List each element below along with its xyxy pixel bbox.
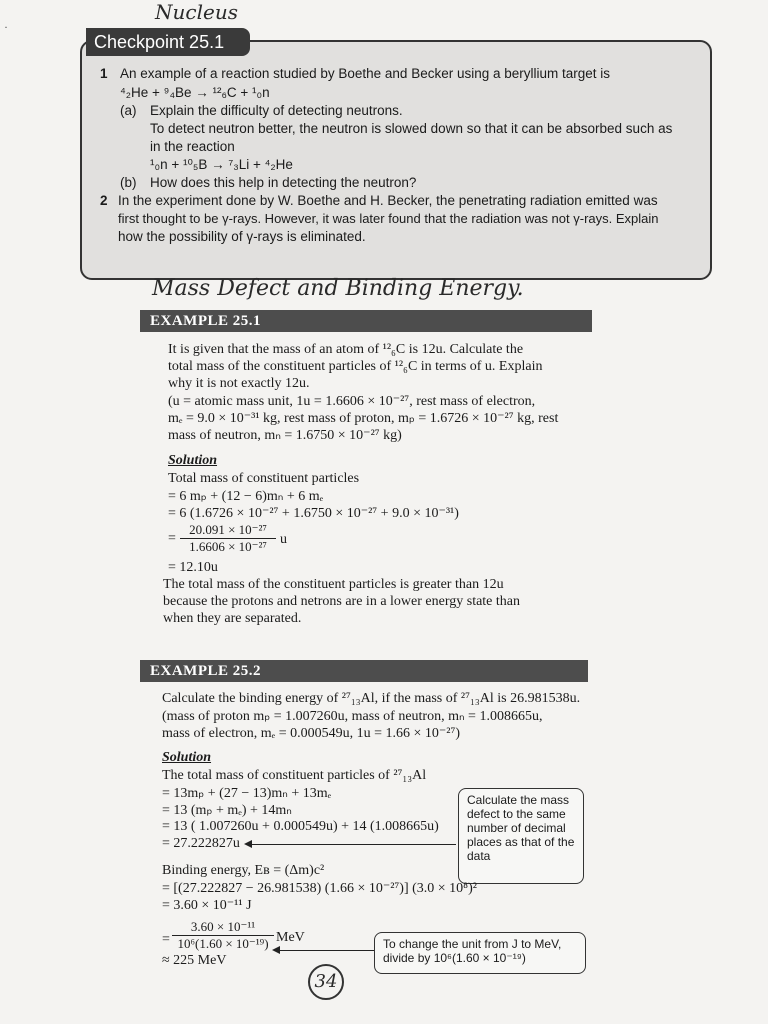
example-2-fraction [172,919,274,952]
question-2-line3: how the possibility of γ-rays is eliminated. [118,229,366,244]
example-2-binding-energy-line: = [(27.222827 − 26.981538) (1.66 × 10⁻²⁷)] (3.0 × 10⁸)² [162,881,477,896]
example-2-line: Calculate the binding energy of ²⁷₁₃Al, if the mass of ²⁷₁₃Al is 26.981538u. [162,691,581,706]
example-2-fraction-equals: = [162,932,170,947]
handwritten-title-nucleus: Nucleus [155,0,238,24]
example-1-conclusion: The total mass of the constituent particles is greater than 12u [163,577,504,592]
example-2-solution-line: The total mass of constituent particles of ²⁷₁₃Al [162,768,427,783]
example-2-line: (mass of proton mₚ = 1.007260u, mass of neutron, mₙ = 1.008665u, [162,709,543,724]
callout-mass-defect-note: Calculate the mass defect to the same number of decimal places as that of the data [458,788,584,884]
example-2-solution-line: = 13 (mₚ + mₑ) + 14mₙ [162,803,292,818]
example-1-line: mₑ = 9.0 × 10⁻³¹ kg, rest mass of proton, mₚ = 1.6726 × 10⁻²⁷ kg, rest [168,411,559,426]
question-1-detail-line1: To detect neutron better, the neutron is slowed down so that it can be absorbed such as [150,121,673,136]
question-2-line2: first thought to be γ-rays. However, it was later found that the radiation was not γ-rays. Explain [118,211,659,226]
example-1-fraction [180,522,276,555]
example-1-solution-line: = 6 (1.6726 × 10⁻²⁷ + 1.6750 × 10⁻²⁷ + 9.0 × 10⁻³¹) [168,506,459,521]
example-1-solution-label: Solution [168,453,218,468]
example-2-fraction-numerator: 3.60 × 10⁻¹¹ [172,919,274,936]
example-1-fraction-unit: u [280,532,287,547]
example-1-line: total mass of the constituent particles of ¹²₆C in terms of u. Explain [168,359,543,374]
example-1-line: mass of neutron, mₙ = 1.6750 × 10⁻²⁷ kg) [168,428,402,443]
example-1-conclusion: when they are separated. [163,611,302,626]
page-number: 34 [308,964,344,1000]
example-1-result: = 12.10u [168,560,218,575]
question-1-number: 1 [100,66,108,81]
example-1-fraction-equals: = [168,531,176,546]
example-2-result: ≈ 225 MeV [162,953,227,968]
question-1-reaction: ⁴₂He + ⁹₄Be → ¹²₆C + ¹₀n [120,85,270,100]
example-2-solution-line: = 27.222827u [162,836,240,851]
example-2-binding-energy-line: = 3.60 × 10⁻¹¹ J [162,898,252,913]
example-1-conclusion: because the protons and netrons are in a lower energy state than [163,594,520,609]
example-25-1-title-bar: EXAMPLE 25.1 [140,310,592,332]
example-25-2-title-bar: EXAMPLE 25.2 [140,660,588,682]
example-1-line: why it is not exactly 12u. [168,376,310,391]
callout-1-arrow-head [244,840,252,848]
question-2-line1: In the experiment done by W. Boethe and H. Becker, the penetrating radiation emitted was [118,193,658,208]
question-1-text: An example of a reaction studied by Boethe and Becker using a beryllium target is [120,66,611,81]
example-2-solution-line: = 13 ( 1.007260u + 0.000549u) + 14 (1.008665u) [162,819,439,834]
example-2-solution-label: Solution [162,750,212,765]
example-2-line: mass of electron, mₑ = 0.000549u, 1u = 1.66 × 10⁻²⁷) [162,726,461,741]
example-1-line: (u = atomic mass unit, 1u = 1.6606 × 10⁻²⁷, rest mass of electron, [168,394,536,409]
handwritten-section-heading: Mass Defect and Binding Energy. [152,276,524,301]
example-1-solution-line: Total mass of constituent particles [168,471,360,486]
checkpoint-title: Checkpoint 25.1 [86,28,250,56]
callout-1-arrow-line [252,844,456,845]
margin-mark: · [4,20,8,34]
example-2-solution-line: = 13mₚ + (27 − 13)mₙ + 13mₑ [162,786,332,801]
callout-2-arrow-line [280,950,374,951]
example-1-line: It is given that the mass of an atom of ¹²₆C is 12u. Calculate the [168,342,524,357]
question-1-detail-line2: in the reaction [150,139,235,154]
example-1-fraction-denominator: 1.6606 × 10⁻²⁷ [189,539,267,554]
example-2-binding-energy-line: Binding energy, Eʙ = (Δm)c² [162,863,325,878]
example-1-fraction-numerator: 20.091 × 10⁻²⁷ [180,522,276,539]
callout-2-arrow-head [272,946,280,954]
callout-unit-conversion-note: To change the unit from J to MeV, divide by 10⁶(1.60 × 10⁻¹⁹) [374,932,586,974]
example-2-fraction-unit: MeV [276,930,305,945]
example-1-solution-line: = 6 mₚ + (12 − 6)mₙ + 6 mₑ [168,489,324,504]
question-1-reaction-2: ¹₀n + ¹⁰₅B → ⁷₃Li + ⁴₂He [150,157,293,172]
question-1b-text: How does this help in detecting the neutron? [150,175,417,190]
question-2-number: 2 [100,193,108,208]
question-1a-text: Explain the difficulty of detecting neutrons. [150,103,403,118]
example-2-fraction-denominator: 10⁶(1.60 × 10⁻¹⁹) [177,936,269,951]
question-1b-label: (b) [120,175,137,190]
question-1a-label: (a) [120,103,137,118]
